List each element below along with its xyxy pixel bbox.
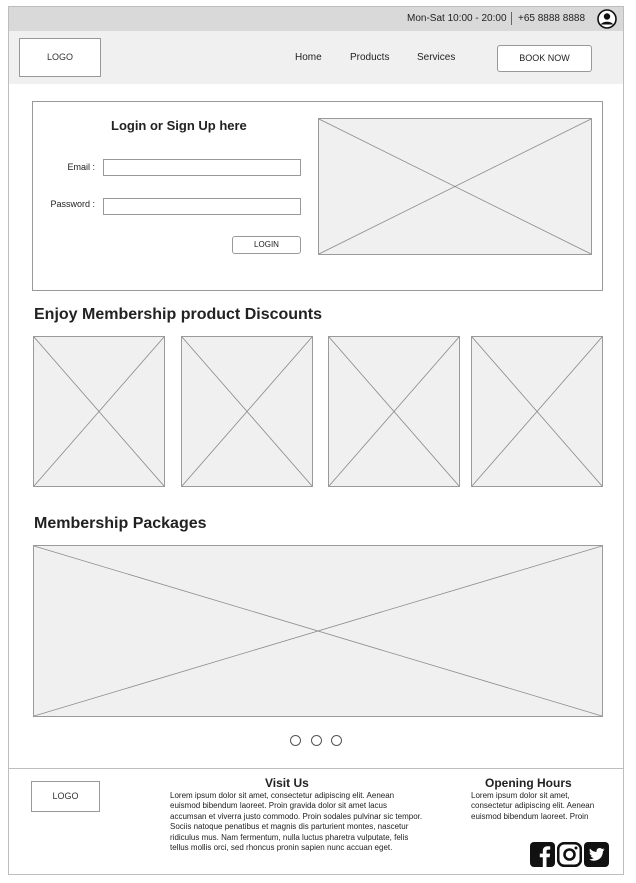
discount-product-image[interactable] (328, 336, 460, 487)
visit-us-text: Lorem ipsum dolor sit amet, consectetur adipiscing elit. Aenean euismod bibendum laoreet. Proin gravida dolor sit amet lacus accumsan et viverra justo commodo. Proin sodales pulvinar sic tempor. Sociis natoque penatibus et magnis dis parturient montes, nascetur ridiculus mus. Nam fermentum, nulla luctus pharetra vulputate, felis tellus mollis orci, sed rhoncus pronin sapien nunc accuan eget. (170, 791, 423, 853)
nav-products[interactable]: Products (350, 52, 390, 63)
opening-hours-text: Lorem ipsum dolor sit amet, consectetur adipiscing elit. Aenean euismod bibendum laoreet. Proin (471, 791, 595, 821)
page-frame (8, 6, 624, 875)
divider (511, 12, 512, 25)
site-header (9, 31, 623, 84)
discount-product-image[interactable] (33, 336, 165, 487)
email-field[interactable] (103, 159, 301, 176)
packages-title: Membership Packages (34, 515, 207, 532)
login-button[interactable]: LOGIN (232, 236, 301, 254)
login-image-placeholder (318, 118, 592, 255)
header-logo[interactable]: LOGO (19, 38, 101, 77)
instagram-icon[interactable] (557, 842, 582, 867)
phone-number[interactable]: +65 8888 8888 (518, 13, 586, 24)
discount-product-image[interactable] (181, 336, 313, 487)
user-icon[interactable] (597, 9, 617, 29)
packages-banner-image[interactable] (33, 545, 603, 717)
email-label: Email : (67, 162, 95, 172)
visit-us-title: Visit Us (265, 776, 309, 790)
discounts-title: Enjoy Membership product Discounts (34, 306, 323, 323)
password-label: Password : (50, 199, 95, 209)
footer-logo[interactable]: LOGO (31, 781, 100, 812)
password-field[interactable] (103, 198, 301, 215)
twitter-icon[interactable] (584, 842, 609, 867)
nav-home[interactable]: Home (295, 52, 322, 63)
carousel-dot[interactable] (290, 735, 301, 746)
top-bar (9, 7, 623, 31)
login-title: Login or Sign Up here (111, 118, 247, 133)
footer-divider (9, 768, 623, 769)
book-now-button[interactable]: BOOK NOW (497, 45, 592, 72)
carousel-dot[interactable] (311, 735, 322, 746)
facebook-icon[interactable] (530, 842, 555, 867)
opening-hours-title: Opening Hours (485, 776, 572, 790)
opening-hours-text: Mon-Sat 10:00 - 20:00 (407, 13, 507, 24)
login-panel (32, 101, 603, 291)
discount-product-image[interactable] (471, 336, 603, 487)
carousel-dot[interactable] (331, 735, 342, 746)
nav-services[interactable]: Services (417, 52, 456, 63)
